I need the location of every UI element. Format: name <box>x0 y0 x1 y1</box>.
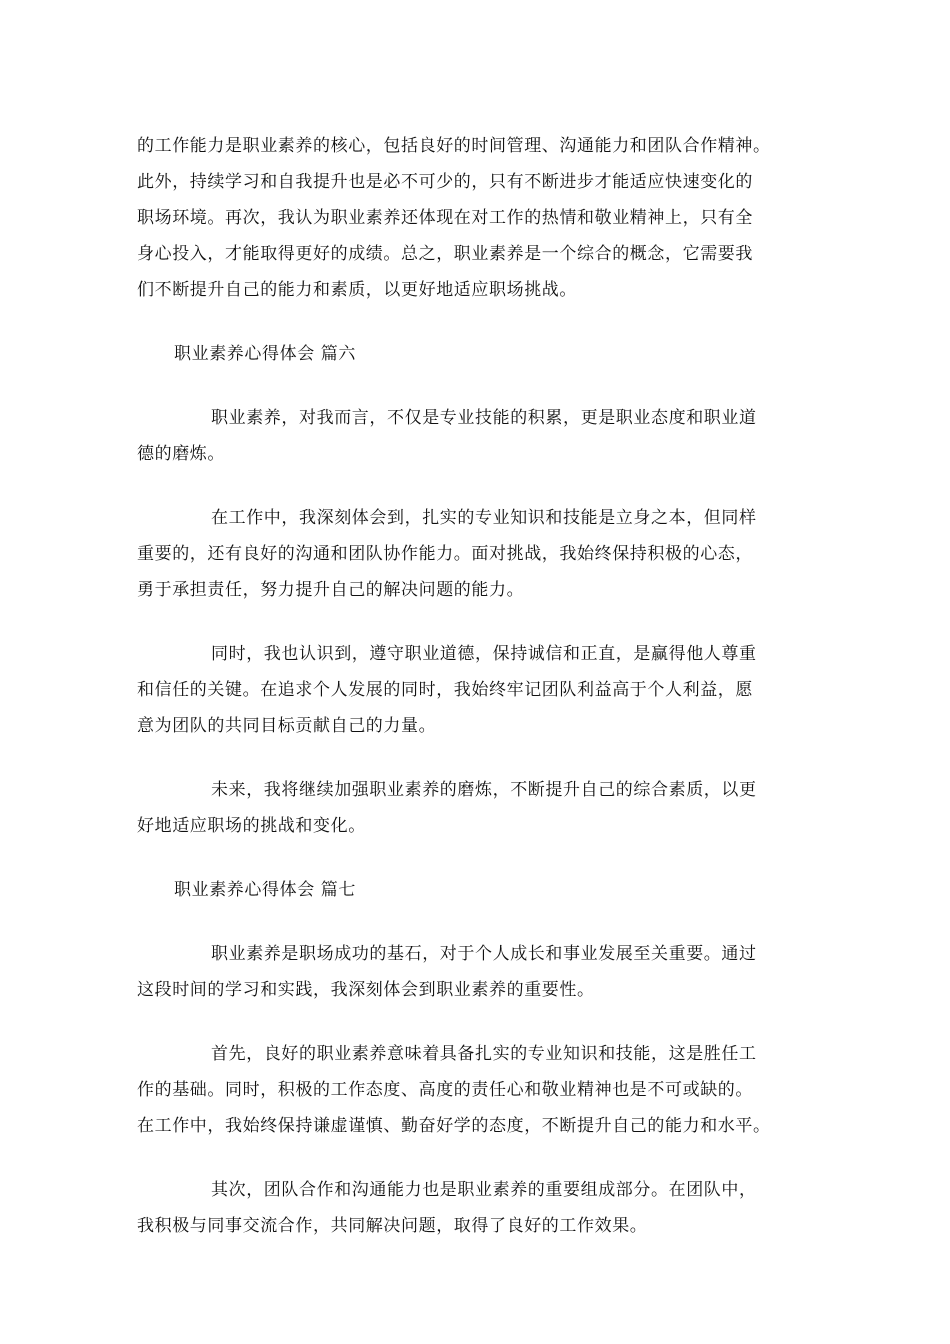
text-line: 我积极与同事交流合作，共同解决问题，取得了良好的工作效果。 <box>137 1216 648 1236</box>
text-line: 身心投入，才能取得更好的成绩。总之，职业素养是一个综合的概念，它需要我 <box>137 244 753 264</box>
section7-paragraph-2 <box>137 1036 817 1144</box>
text-line: 意为团队的共同目标贡献自己的力量。 <box>137 716 437 736</box>
text-line: 此外，持续学习和自我提升也是必不可少的，只有不断进步才能适应快速变化的 <box>137 172 753 192</box>
section-heading-6: 职业素养心得体会 篇六 <box>174 344 357 364</box>
section6-paragraph-3 <box>137 636 817 744</box>
section6-paragraph-4 <box>137 772 817 844</box>
text-line: 重要的，还有良好的沟通和团队协作能力。面对挑战，我始终保持积极的心态， <box>137 544 753 564</box>
text-line: 们不断提升自己的能力和素质，以更好地适应职场挑战。 <box>137 280 577 300</box>
text-line: 好地适应职场的挑战和变化。 <box>137 816 366 836</box>
text-line: 职场环境。再次，我认为职业素养还体现在对工作的热情和敬业精神上，只有全 <box>137 208 753 228</box>
text-line: 未来，我将继续加强职业素养的磨炼，不断提升自己的综合素质，以更 <box>211 780 757 800</box>
text-line: 在工作中，我深刻体会到，扎实的专业知识和技能是立身之本，但同样 <box>211 508 757 528</box>
section7-paragraph-3 <box>137 1172 817 1244</box>
text-line: 其次，团队合作和沟通能力也是职业素养的重要组成部分。在团队中， <box>211 1180 757 1200</box>
text-line: 作的基础。同时，积极的工作态度、高度的责任心和敬业精神也是不可或缺的。 <box>137 1080 753 1100</box>
section6-paragraph-1 <box>137 400 817 472</box>
section7-paragraph-1 <box>137 936 817 1008</box>
intro-paragraph <box>137 128 817 308</box>
section-heading-7: 职业素养心得体会 篇七 <box>174 880 357 900</box>
text-line: 职业素养，对我而言，不仅是专业技能的积累，更是职业态度和职业道 <box>211 408 757 428</box>
text-line: 同时，我也认识到，遵守职业道德，保持诚信和正直，是赢得他人尊重 <box>211 644 757 664</box>
text-line: 的工作能力是职业素养的核心，包括良好的时间管理、沟通能力和团队合作精神。 <box>137 136 771 156</box>
text-line: 在工作中，我始终保持谦虚谨慎、勤奋好学的态度，不断提升自己的能力和水平。 <box>137 1116 771 1136</box>
text-line: 首先，良好的职业素养意味着具备扎实的专业知识和技能，这是胜任工 <box>211 1044 757 1064</box>
text-line: 勇于承担责任，努力提升自己的解决问题的能力。 <box>137 580 525 600</box>
document-body <box>137 128 817 1244</box>
text-line: 职业素养是职场成功的基石，对于个人成长和事业发展至关重要。通过 <box>211 944 757 964</box>
text-line: 和信任的关键。在追求个人发展的同时，我始终牢记团队利益高于个人利益，愿 <box>137 680 753 700</box>
text-line: 德的磨炼。 <box>137 444 225 464</box>
section6-paragraph-2 <box>137 500 817 608</box>
text-line: 这段时间的学习和实践，我深刻体会到职业素养的重要性。 <box>137 980 595 1000</box>
